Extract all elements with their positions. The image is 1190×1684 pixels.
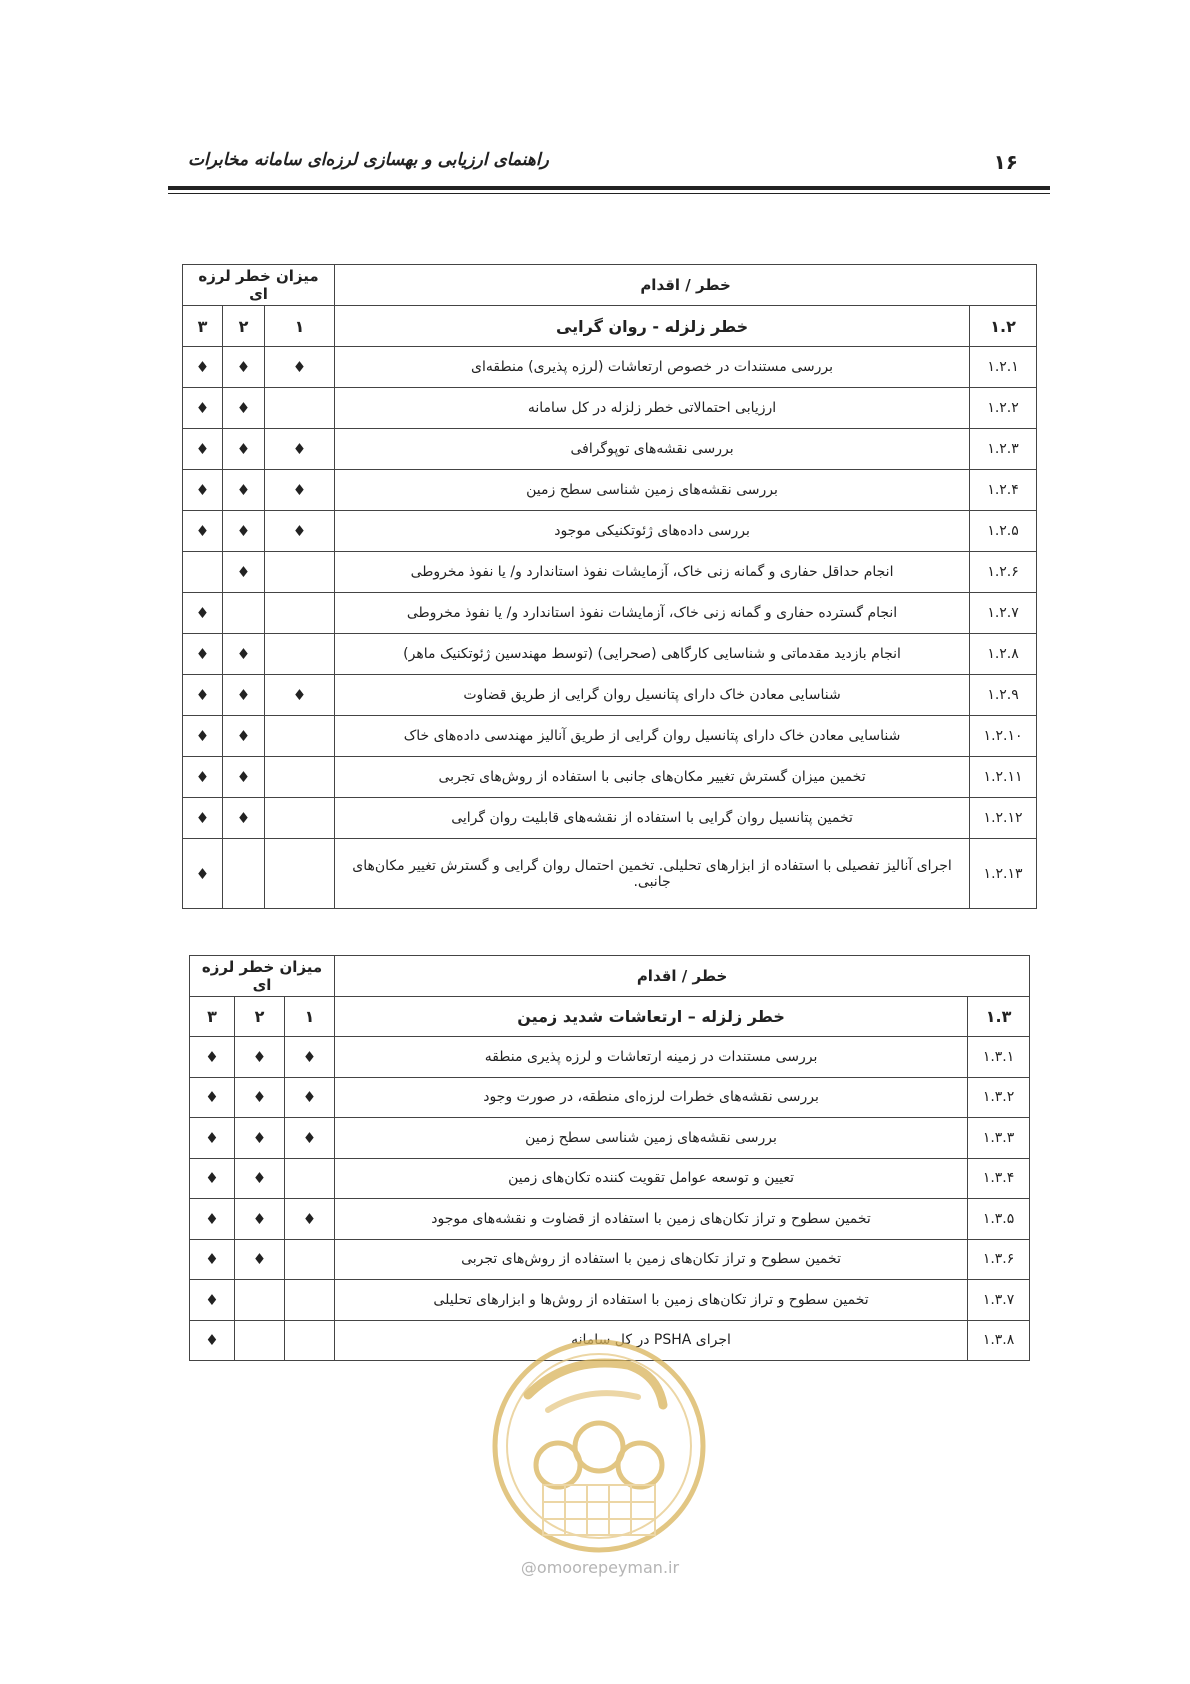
level-1-mark: ♦ — [265, 675, 335, 716]
item-number: ۱.۳.۴ — [968, 1158, 1030, 1199]
table-row — [183, 757, 1037, 798]
table-row — [183, 511, 1037, 552]
level-2-mark — [235, 1320, 285, 1361]
level-2-mark: ♦ — [235, 1199, 285, 1240]
item-text: انجام حداقل حفاری و گمانه زنی خاک، آزمایشات نفوذ استاندارد و/ یا نفوذ مخروطی — [335, 552, 970, 593]
item-number: ۱.۳.۸ — [968, 1320, 1030, 1361]
table-row — [183, 675, 1037, 716]
level-3-mark: ♦ — [183, 757, 223, 798]
level-2-mark: ♦ — [223, 798, 265, 839]
watermark-url: @omoorepeyman.ir — [520, 1558, 680, 1577]
liquefaction-table — [182, 264, 1037, 909]
level-2-mark: ♦ — [223, 716, 265, 757]
level-2-mark: ♦ — [223, 429, 265, 470]
level-1-mark — [265, 716, 335, 757]
table-row — [190, 1037, 1030, 1078]
level-1-mark: ♦ — [265, 511, 335, 552]
level-3-mark: ♦ — [183, 429, 223, 470]
level-1-mark: ♦ — [265, 429, 335, 470]
level-2-mark — [235, 1280, 285, 1321]
level-2-mark — [223, 593, 265, 634]
level-2-mark — [223, 839, 265, 909]
level-1-mark — [285, 1280, 335, 1321]
level-header-2: ۲ — [223, 306, 265, 347]
table-row — [183, 593, 1037, 634]
section-row — [183, 306, 1037, 347]
level-3-mark: ♦ — [183, 593, 223, 634]
level-2-mark: ♦ — [235, 1037, 285, 1078]
item-number: ۱.۲.۸ — [970, 634, 1037, 675]
level-3-mark: ♦ — [183, 798, 223, 839]
action-header: خطر / اقدام — [335, 265, 1037, 306]
item-text: انجام بازدید مقدماتی و شناسایی کارگاهی (صحرایی) (توسط مهندسین ژئوتکنیک ماهر) — [335, 634, 970, 675]
level-3-mark: ♦ — [183, 388, 223, 429]
item-text: اجرای PSHA در کل سامانه — [335, 1320, 968, 1361]
item-text: تخمین سطوح و تراز تکان‌های زمین با استفاده از قضاوت و نقشه‌های موجود — [335, 1199, 968, 1240]
item-text: تخمین پتانسیل روان گرایی با استفاده از نقشه‌های قابلیت روان گرایی — [335, 798, 970, 839]
level-3-mark: ♦ — [190, 1118, 235, 1159]
item-text: بررسی داده‌های ژئوتکنیکی موجود — [335, 511, 970, 552]
header-row — [183, 265, 1037, 306]
item-number: ۱.۲.۷ — [970, 593, 1037, 634]
item-text: شناسایی معادن خاک دارای پتانسیل روان گرایی از طریق آنالیز مهندسی داده‌های خاک — [335, 716, 970, 757]
table-row — [183, 839, 1037, 909]
table-row — [190, 1280, 1030, 1321]
level-2-mark: ♦ — [235, 1158, 285, 1199]
header-rule-thin — [168, 193, 1050, 194]
level-2-mark: ♦ — [223, 388, 265, 429]
item-number: ۱.۲.۱۱ — [970, 757, 1037, 798]
item-number: ۱.۲.۱۲ — [970, 798, 1037, 839]
item-number: ۱.۲.۱۳ — [970, 839, 1037, 909]
level-2-mark: ♦ — [223, 675, 265, 716]
level-3-mark — [183, 552, 223, 593]
table-row — [183, 716, 1037, 757]
page-header — [168, 146, 1048, 176]
level-3-mark: ♦ — [190, 1037, 235, 1078]
level-3-mark: ♦ — [183, 716, 223, 757]
level-3-mark: ♦ — [190, 1158, 235, 1199]
level-3-mark: ♦ — [190, 1280, 235, 1321]
table-row — [183, 798, 1037, 839]
item-number: ۱.۳.۳ — [968, 1118, 1030, 1159]
level-3-mark: ♦ — [183, 470, 223, 511]
item-number: ۱.۲.۱۰ — [970, 716, 1037, 757]
level-2-mark: ♦ — [235, 1239, 285, 1280]
table-row — [190, 1077, 1030, 1118]
level-3-mark: ♦ — [183, 511, 223, 552]
table-row — [183, 388, 1037, 429]
item-text: تخمین سطوح و تراز تکان‌های زمین با استفاده از روش‌های تجربی — [335, 1239, 968, 1280]
level-3-mark: ♦ — [183, 839, 223, 909]
level-1-mark — [285, 1320, 335, 1361]
item-text: تعیین و توسعه عوامل تقویت کننده تکان‌های زمین — [335, 1158, 968, 1199]
level-1-mark: ♦ — [285, 1118, 335, 1159]
level-header-2: ۲ — [235, 996, 285, 1037]
item-number: ۱.۳.۵ — [968, 1199, 1030, 1240]
level-1-mark: ♦ — [265, 470, 335, 511]
level-header-1: ۱ — [285, 996, 335, 1037]
table-row — [183, 429, 1037, 470]
book-title: راهنمای ارزیابی و بهسازی لرزه‌ای سامانه مخابرات — [188, 150, 549, 170]
action-header: خطر / اقدام — [335, 956, 1030, 997]
level-3-mark: ♦ — [190, 1077, 235, 1118]
item-number: ۱.۲.۲ — [970, 388, 1037, 429]
level-1-mark: ♦ — [265, 347, 335, 388]
section-title: خطر زلزله – ارتعاشات شدید زمین — [335, 996, 968, 1037]
level-3-mark: ♦ — [183, 347, 223, 388]
level-3-mark: ♦ — [190, 1239, 235, 1280]
level-2-mark: ♦ — [223, 552, 265, 593]
level-2-mark: ♦ — [223, 757, 265, 798]
level-3-mark: ♦ — [190, 1320, 235, 1361]
section-title: خطر زلزله - روان گرایی — [335, 306, 970, 347]
level-header-3: ۳ — [190, 996, 235, 1037]
table-row — [183, 634, 1037, 675]
table-row — [183, 347, 1037, 388]
level-3-mark: ♦ — [183, 675, 223, 716]
item-text: تخمین میزان گسترش تغییر مکان‌های جانبی با استفاده از روش‌های تجربی — [335, 757, 970, 798]
level-1-mark — [265, 552, 335, 593]
level-1-mark — [285, 1158, 335, 1199]
level-2-mark: ♦ — [235, 1077, 285, 1118]
table-row — [190, 1118, 1030, 1159]
level-1-mark — [265, 757, 335, 798]
item-number: ۱.۲.۹ — [970, 675, 1037, 716]
item-number: ۱.۳.۶ — [968, 1239, 1030, 1280]
table-row — [183, 552, 1037, 593]
table-row — [190, 1158, 1030, 1199]
section-number: ۱.۲ — [970, 306, 1037, 347]
level-1-mark: ♦ — [285, 1199, 335, 1240]
item-text: انجام گسترده حفاری و گمانه زنی خاک، آزمایشات نفوذ استاندارد و/ یا نفوذ مخروطی — [335, 593, 970, 634]
item-text: ارزیابی احتمالاتی خطر زلزله در کل سامانه — [335, 388, 970, 429]
risk-level-header: میزان خطر لرزه ای — [183, 265, 335, 306]
watermark-seal-icon — [488, 1335, 710, 1557]
item-number: ۱.۳.۱ — [968, 1037, 1030, 1078]
item-text: بررسی مستندات در خصوص ارتعاشات (لرزه پذیری) منطقه‌ای — [335, 347, 970, 388]
level-2-mark: ♦ — [223, 634, 265, 675]
header-rule-thick — [168, 186, 1050, 190]
ground-shaking-table — [189, 955, 1030, 1361]
table-row — [190, 1199, 1030, 1240]
level-header-3: ۳ — [183, 306, 223, 347]
item-text: بررسی نقشه‌های زمین شناسی سطح زمین — [335, 1118, 968, 1159]
header-row — [190, 956, 1030, 997]
level-2-mark: ♦ — [223, 470, 265, 511]
level-header-1: ۱ — [265, 306, 335, 347]
item-number: ۱.۲.۱ — [970, 347, 1037, 388]
level-1-mark: ♦ — [285, 1037, 335, 1078]
level-1-mark — [265, 839, 335, 909]
level-1-mark — [265, 798, 335, 839]
item-text: شناسایی معادن خاک دارای پتانسیل روان گرایی از طریق قضاوت — [335, 675, 970, 716]
page-number: ۱۶ — [993, 150, 1018, 174]
item-text: بررسی نقشه‌های زمین شناسی سطح زمین — [335, 470, 970, 511]
level-1-mark — [265, 634, 335, 675]
item-text: اجرای آنالیز تفصیلی با استفاده از ابزارهای تحلیلی. تخمین احتمال روان گرایی و گسترش تغییر مکان‌های جانبی. — [335, 839, 970, 909]
level-1-mark — [265, 593, 335, 634]
level-1-mark — [285, 1239, 335, 1280]
item-number: ۱.۲.۳ — [970, 429, 1037, 470]
table-row — [183, 470, 1037, 511]
level-2-mark: ♦ — [223, 347, 265, 388]
level-1-mark: ♦ — [285, 1077, 335, 1118]
item-number: ۱.۲.۵ — [970, 511, 1037, 552]
risk-level-header: میزان خطر لرزه ای — [190, 956, 335, 997]
level-3-mark: ♦ — [190, 1199, 235, 1240]
section-row — [190, 996, 1030, 1037]
item-number: ۱.۳.۷ — [968, 1280, 1030, 1321]
level-2-mark: ♦ — [223, 511, 265, 552]
item-text: بررسی نقشه‌های توپوگرافی — [335, 429, 970, 470]
table-row — [190, 1239, 1030, 1280]
item-text: بررسی مستندات در زمینه ارتعاشات و لرزه پذیری منطقه — [335, 1037, 968, 1078]
section-number: ۱.۳ — [968, 996, 1030, 1037]
level-1-mark — [265, 388, 335, 429]
level-2-mark: ♦ — [235, 1118, 285, 1159]
item-text: تخمین سطوح و تراز تکان‌های زمین با استفاده از روش‌ها و ابزارهای تحلیلی — [335, 1280, 968, 1321]
item-number: ۱.۲.۴ — [970, 470, 1037, 511]
item-number: ۱.۳.۲ — [968, 1077, 1030, 1118]
level-3-mark: ♦ — [183, 634, 223, 675]
item-number: ۱.۲.۶ — [970, 552, 1037, 593]
item-text: بررسی نقشه‌های خطرات لرزه‌ای منطقه، در صورت وجود — [335, 1077, 968, 1118]
